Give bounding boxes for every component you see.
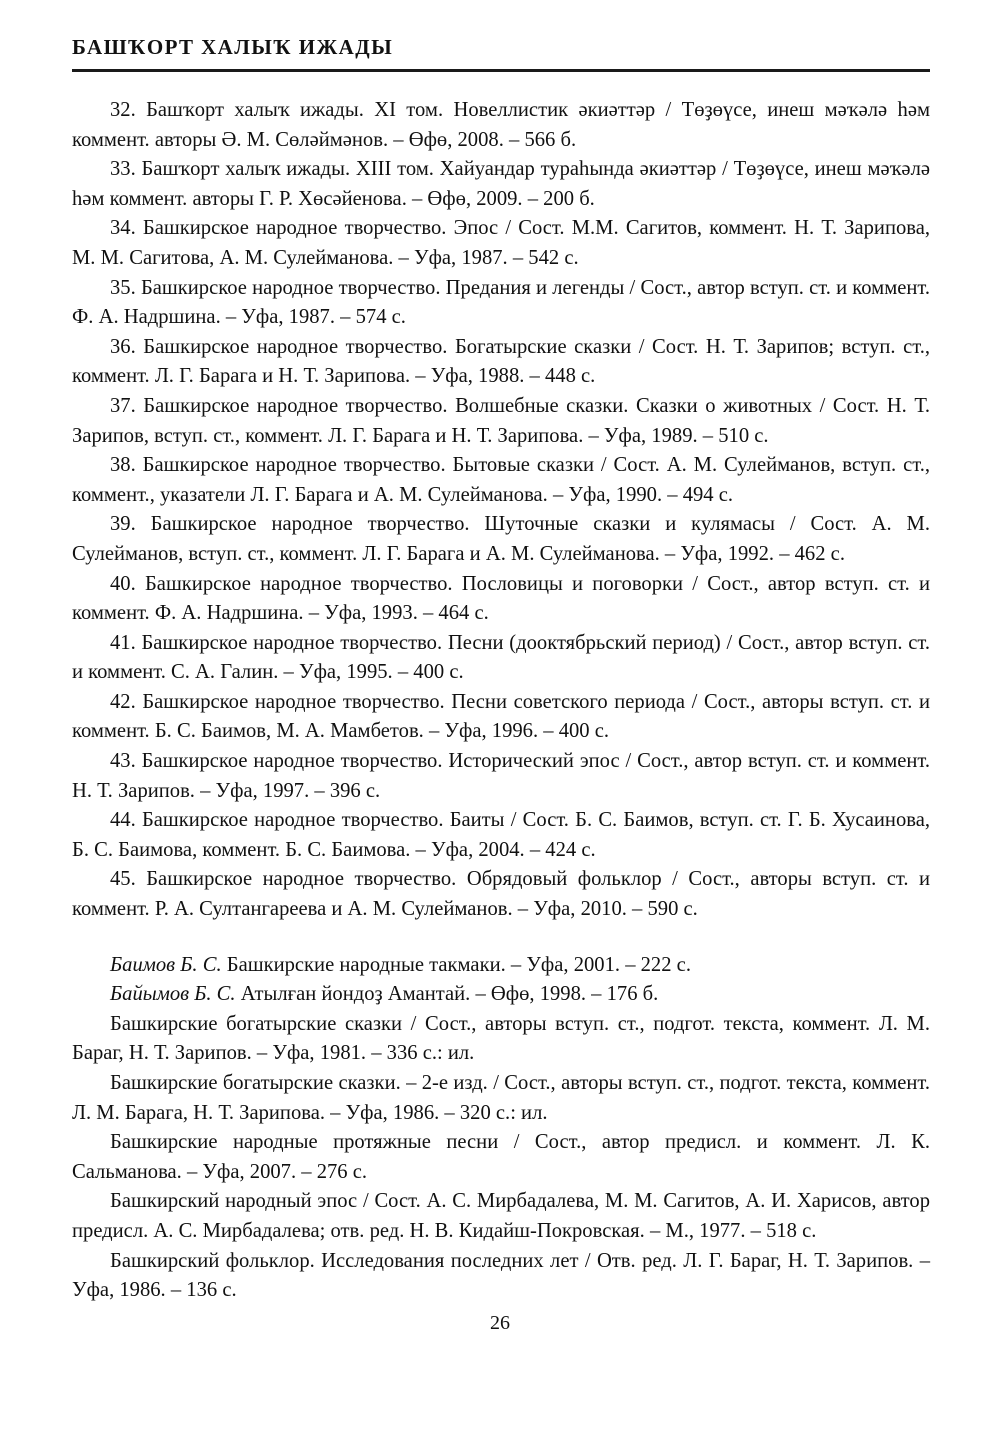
entry-text: Башкирские народные такмаки. – Уфа, 2001. – 222 с. (221, 953, 691, 976)
bibliography-entry: 45. Башкирское народное творчество. Обрядовый фольклор / Сост., авторы вступ. ст. и коммент. Р. А. Султангареева и А. М. Сулейманов. – Уфа, 2010. – 590 с. (72, 868, 930, 921)
entry-text: Башкирский народный эпос / Сост. А. С. Мирбадалева, М. М. Сагитов, А. И. Харисов, автор предисл. А. С. Мирбадалева; отв. ред. Н. В. Кидайш-Покровская. – М., 1977. – 518 с. (72, 1190, 930, 1242)
entry-text: Башкирские народные протяжные песни / Сост., автор предисл. и коммент. Л. К. Сальманова. – Уфа, 2007. – 276 с. (72, 1131, 930, 1183)
header-rule (72, 69, 930, 72)
bibliography-entry: 32. Башҡорт халыҡ ижады. XI том. Новеллистик әкиәттәр / Төҙөүсе, инеш мәҡәлә һәм коммент. авторы Ә. М. Сөләймәнов. – Өфө, 2008. – 566 б. (72, 99, 930, 151)
bibliography-entry (72, 951, 930, 981)
bibliography-entry (72, 1247, 930, 1306)
bibliography-entry: 39. Башкирское народное творчество. Шуточные сказки и кулямасы / Сост. А. М. Сулейманов, вступ. ст., коммент. Л. Г. Барага и А. М. Сулейманова. – Уфа, 1992. – 462 с. (72, 513, 930, 565)
bibliography-entry: 34. Башкирское народное творчество. Эпос / Сост. М.М. Сагитов, коммент. Н. Т. Зарипова, М. М. Сагитова, А. М. Сулейманова. – Уфа, 1987. – 542 с. (72, 217, 930, 269)
bibliography-entry: 35. Башкирское народное творчество. Предания и легенды / Сост., автор вступ. ст. и коммент. Ф. А. Надршина. – Уфа, 1987. – 574 с. (72, 276, 930, 329)
bibliography-entry (72, 1069, 930, 1128)
bibliography-entry (72, 1010, 930, 1069)
bibliography-entry: 33. Башҡорт халыҡ ижады. XIII том. Хайуандар тураһында әкиәттәр / Төҙөүсе, инеш мәҡәлә һәм коммент. авторы Г. Р. Хөсәйенова. – Өфө, 2009. – 200 б. (72, 158, 930, 210)
bibliography-entry: 38. Башкирское народное творчество. Бытовые сказки / Сост. А. М. Сулейманов, вступ. ст., коммент., указатели Л. Г. Барага и А. М. Сулейманова. – Уфа, 1990. – 494 с. (72, 454, 930, 506)
bibliography-entry (72, 980, 930, 1010)
bibliography-entry: 44. Башкирское народное творчество. Баиты / Сост. Б. С. Баимов, вступ. ст. Г. Б. Хусаинова, Б. С. Баимова, коммент. Б. С. Баимова. – Уфа, 2004. – 424 с. (72, 809, 930, 861)
bibliography-entry: 41. Башкирское народное творчество. Песни (дооктябрьский период) / Сост., автор вступ. ст. и коммент. С. А. Галин. – Уфа, 1995. – 400 с. (72, 631, 930, 684)
unnumbered-bibliography-list (72, 951, 930, 1306)
bibliography-entry: 37. Башкирское народное творчество. Волшебные сказки. Сказки о животных / Сост. Н. Т. Зарипов, вступ. ст., коммент. Л. Г. Барага и Н. Т. Зарипова. – Уфа, 1989. – 510 с. (72, 394, 930, 447)
entry-text: Башкирский фольклор. Исследования последних лет / Отв. ред. Л. Г. Бараг, Н. Т. Зарипов. – Уфа, 1986. – 136 с. (72, 1249, 930, 1302)
bibliography-entry (72, 1128, 930, 1187)
entry-text: Атылған йондоҙ Амантай. – Өфө, 1998. – 176 б. (235, 983, 659, 1006)
section-spacer (72, 925, 930, 951)
bibliography-entry (72, 1187, 930, 1246)
numbered-bibliography-list (72, 96, 930, 925)
bibliography-entry: 36. Башкирское народное творчество. Богатырские сказки / Сост. Н. Т. Зарипов; вступ. ст., коммент. Л. Г. Барага и Н. Т. Зарипова. – Уфа, 1988. – 448 с. (72, 335, 930, 388)
bibliography-entry: 43. Башкирское народное творчество. Исторический эпос / Сост., автор вступ. ст. и коммент. Н. Т. Зарипов. – Уфа, 1997. – 396 с. (72, 750, 930, 802)
entry-author: Байымов Б. С. (110, 983, 236, 1006)
page-number: 26 (490, 1312, 510, 1334)
page-body (72, 96, 930, 1306)
bibliography-entry: 42. Башкирское народное творчество. Песни советского периода / Сост., авторы вступ. ст. и коммент. Б. С. Баимов, М. А. Мамбетов. – Уфа, 1996. – 400 с. (72, 690, 930, 743)
bibliography-entry: 40. Башкирское народное творчество. Пословицы и поговорки / Сост., автор вступ. ст. и коммент. Ф. А. Надршина. – Уфа, 1993. – 464 с. (72, 572, 930, 625)
running-head: БАШҠОРТ ХАЛЫҠ ИЖАДЫ (72, 35, 394, 59)
entry-text: Башкирские богатырские сказки. – 2-е изд. / Сост., авторы вступ. ст., подгот. текста, коммент. Л. М. Барага, Н. Т. Зарипова. – Уфа, 1986. – 320 с.: ил. (72, 1072, 930, 1124)
entry-text: Башкирские богатырские сказки / Сост., авторы вступ. ст., подгот. текста, коммент. Л. М. Бараг, Н. Т. Зарипов. – Уфа, 1981. – 336 с.: ил. (72, 1012, 930, 1065)
entry-author: Баимов Б. С. (110, 953, 222, 976)
